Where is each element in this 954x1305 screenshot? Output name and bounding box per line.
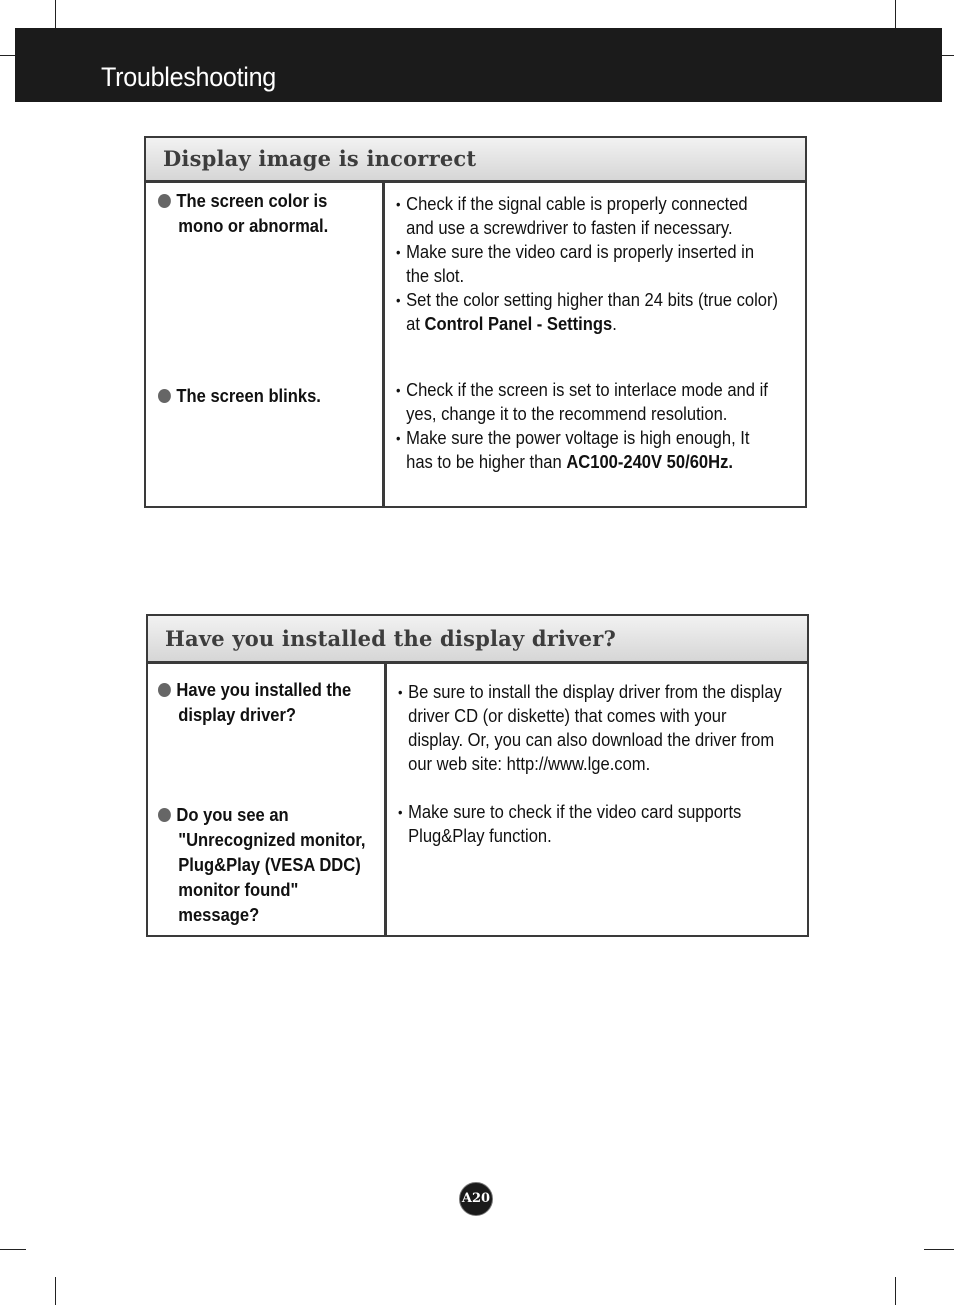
column-divider [384, 664, 387, 935]
bullet-circle-icon [158, 194, 171, 208]
page-title: Troubleshooting [101, 62, 276, 92]
crop-mark [0, 1249, 26, 1250]
symptom-blinks: The screen blinks. [158, 384, 321, 409]
page-number-badge: A20 [459, 1182, 493, 1216]
remedy-driver: • Be sure to install the display driver from the display driver CD (or diskette) that comes with your display. Or, you can also download the driver from our web site: http://www.lge.com. [398, 682, 782, 774]
bullet-circle-icon [158, 389, 171, 403]
section-title: Display image is incorrect [163, 146, 477, 171]
section-display-driver [146, 614, 809, 937]
crop-mark [0, 55, 15, 56]
crop-mark [55, 0, 56, 28]
section-header [146, 138, 805, 183]
remedy-color: • Check if the signal cable is properly connected and use a screwdriver to fasten if necessary. • Make sure the video card is properly inserted in the slot. • Set the color setting higher than 24 bits (true color) at Control Panel - Settings. [396, 194, 779, 334]
remedy-blinks: • Check if the screen is set to interlace mode and if yes, change it to the recommend resolution. • Make sure the power voltage is high enough, It has to be higher than AC100-240V 50/60Hz. [396, 380, 768, 472]
section-title: Have you installed the display driver? [165, 626, 616, 651]
crop-mark [895, 0, 896, 28]
symptom-color: The screen color is mono or abnormal. [158, 189, 328, 239]
column-divider [382, 183, 385, 506]
section-header [148, 616, 807, 664]
remedy-plugplay: • Make sure to check if the video card supports Plug&Play function. [398, 802, 742, 846]
bullet-circle-icon [158, 683, 171, 697]
symptom-driver: Have you installed the display driver? [158, 678, 351, 728]
crop-mark [895, 1277, 896, 1305]
header-bar [15, 28, 942, 102]
section-display-image [144, 136, 807, 508]
crop-mark [924, 1249, 954, 1250]
symptom-unrecognized: Do you see an "Unrecognized monitor, Plug&Play (VESA DDC) monitor found" message? [158, 803, 366, 928]
crop-mark [942, 55, 954, 56]
bullet-circle-icon [158, 808, 171, 822]
crop-mark [55, 1277, 56, 1305]
